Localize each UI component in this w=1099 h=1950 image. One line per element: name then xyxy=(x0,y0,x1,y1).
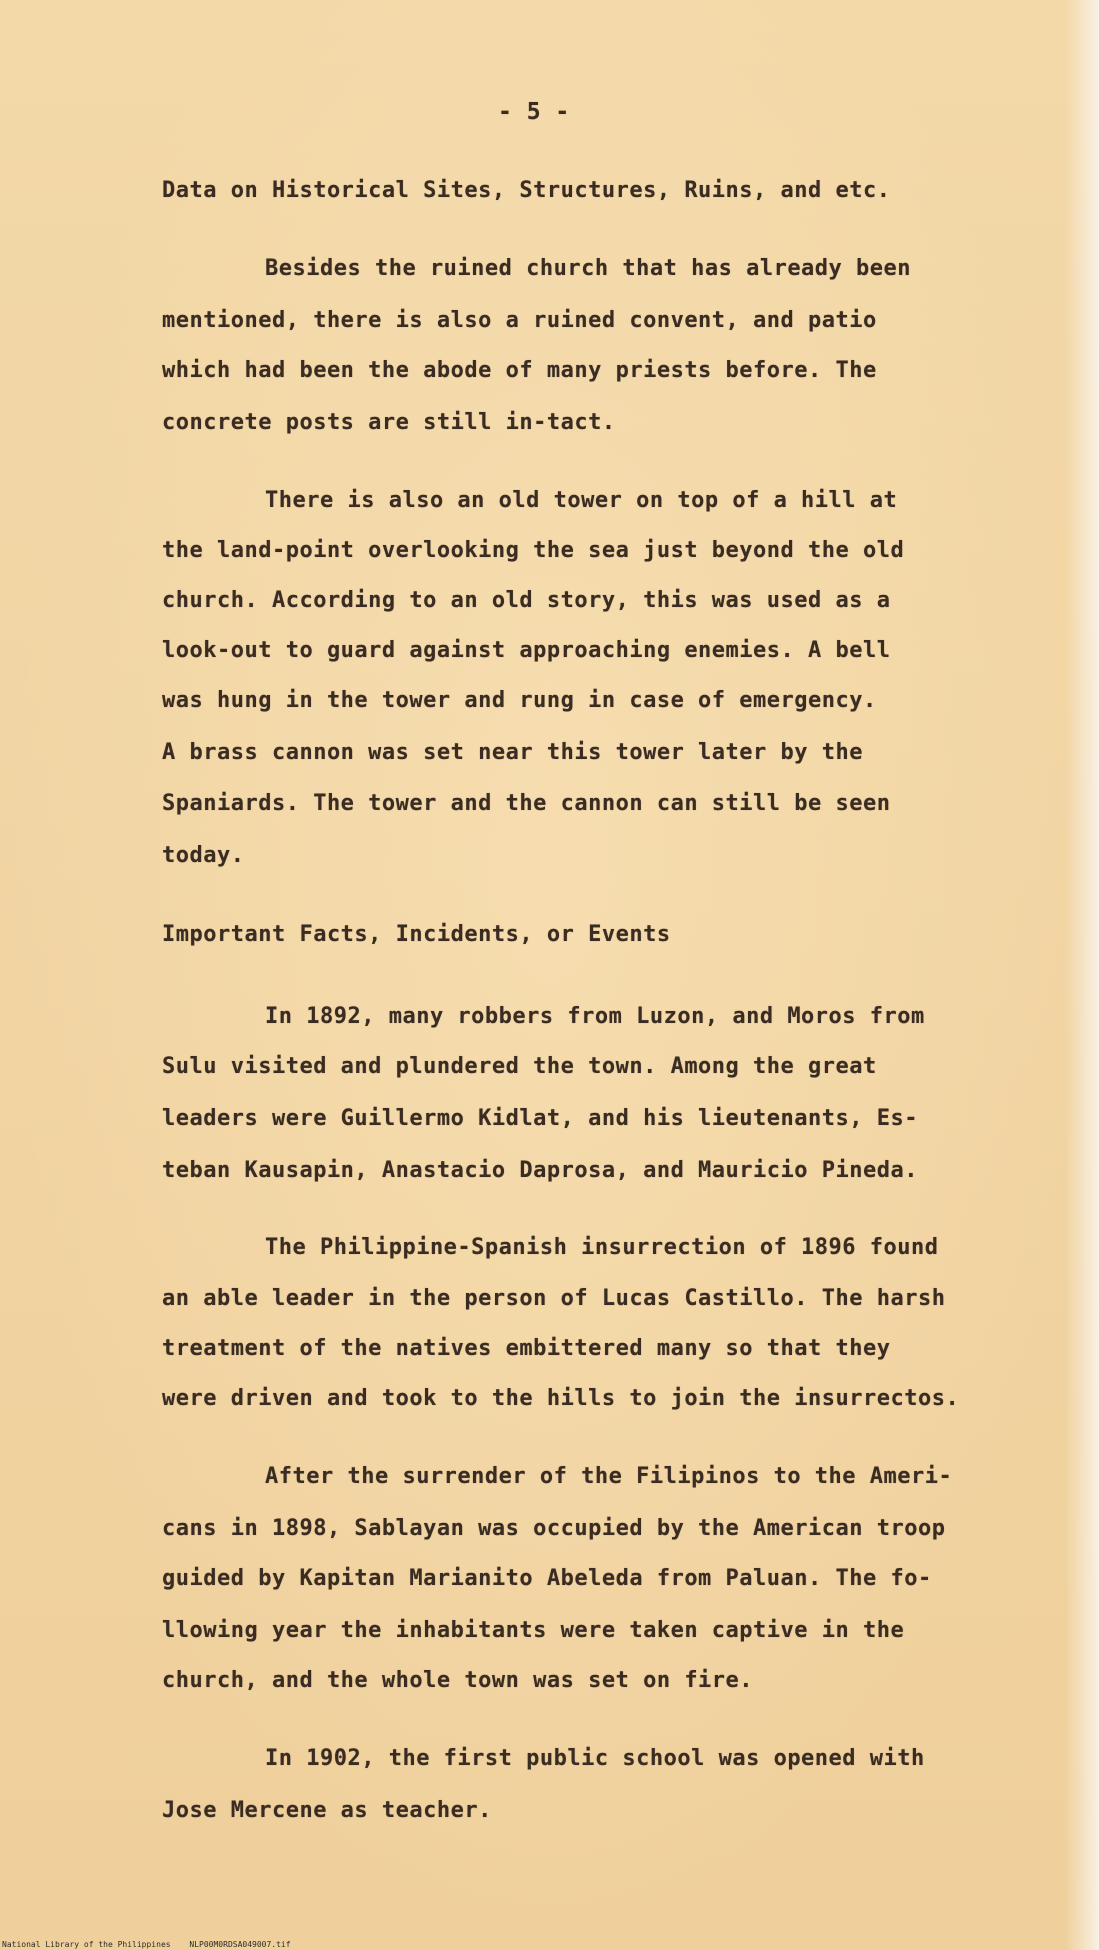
paragraph-line: were driven and took to the hills to join the insurrectos. xyxy=(162,1386,960,1411)
paragraph-line: The Philippine-Spanish insurrection of 1896 found xyxy=(265,1235,939,1260)
paragraph-line: guided by Kapitan Marianito Abeleda from Paluan. The fo- xyxy=(162,1566,932,1591)
paragraph-line: the land-point overlooking the sea just beyond the old xyxy=(162,538,905,563)
paragraph-line: concrete posts are still in-tact. xyxy=(162,410,616,435)
paragraph-line: look-out to guard against approaching enemies. A bell xyxy=(162,638,891,663)
paragraph-line: cans in 1898, Sablayan was occupied by the American troop xyxy=(162,1516,946,1541)
paragraph-line: treatment of the natives embittered many so that they xyxy=(162,1336,891,1361)
paragraph-line: Jose Mercene as teacher. xyxy=(162,1798,492,1823)
paragraph-line: was hung in the tower and rung in case of emergency. xyxy=(162,688,877,713)
paragraph-line: Sulu visited and plundered the town. Among the great xyxy=(162,1054,877,1079)
paragraph-line: A brass cannon was set near this tower later by the xyxy=(162,740,864,765)
section-heading-historical-sites: Data on Historical Sites, Structures, Ruins, and etc. xyxy=(162,178,891,203)
paragraph-line: leaders were Guillermo Kidlat, and his lieutenants, Es- xyxy=(162,1106,918,1131)
paragraph-line: which had been the abode of many priests before. The xyxy=(162,358,877,383)
paragraph-line: church, and the whole town was set on fire. xyxy=(162,1668,754,1693)
paragraph-line: After the surrender of the Filipinos to the Ameri- xyxy=(265,1464,953,1489)
scan-footer xyxy=(2,1940,305,1949)
paragraph-line: Besides the ruined church that has already been xyxy=(265,256,912,281)
paragraph-line: an able leader in the person of Lucas Castillo. The harsh xyxy=(162,1286,946,1311)
paragraph-line: Spaniards. The tower and the cannon can still be seen xyxy=(162,791,891,816)
paragraph-line: mentioned, there is also a ruined convent, and patio xyxy=(162,308,877,333)
paragraph-line: In 1892, many robbers from Luzon, and Moros from xyxy=(265,1004,925,1029)
paragraph-line: llowing year the inhabitants were taken captive in the xyxy=(162,1618,905,1643)
paragraph-line: today. xyxy=(162,843,245,868)
page-number: - 5 - xyxy=(498,99,570,125)
paragraph-line: There is also an old tower on top of a hill at xyxy=(265,488,898,513)
file-name: NLP00M0RDSA049007.tif xyxy=(189,1940,291,1949)
section-heading-important-facts: Important Facts, Incidents, or Events xyxy=(162,922,671,947)
archive-name: National Library of the Philippines xyxy=(2,1940,171,1949)
paragraph-line: church. According to an old story, this was used as a xyxy=(162,588,891,613)
paragraph-line: teban Kausapin, Anastacio Daprosa, and Mauricio Pineda. xyxy=(162,1158,918,1183)
paragraph-line: In 1902, the first public school was opened with xyxy=(265,1746,925,1771)
